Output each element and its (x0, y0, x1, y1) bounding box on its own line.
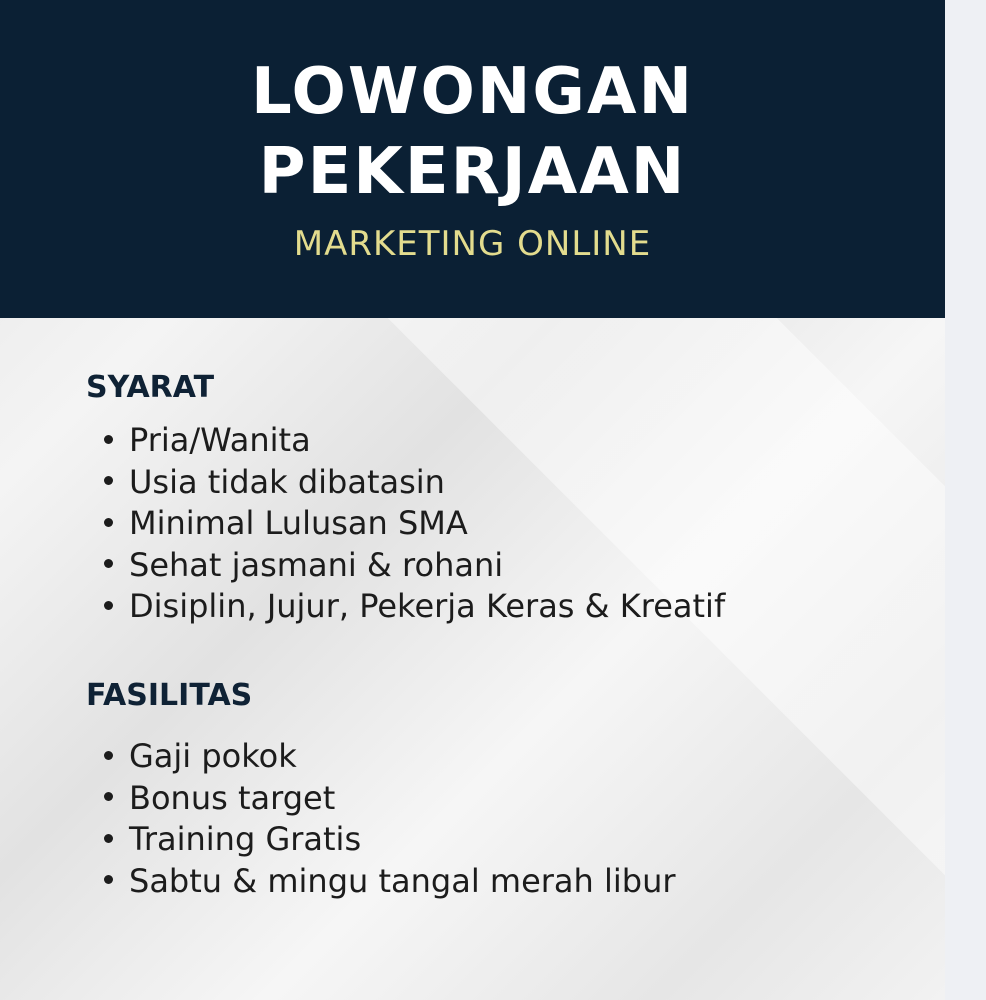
item-text: Sabtu & mingu tangal merah libur (129, 861, 676, 900)
bullet-icon (104, 792, 113, 801)
title-line-2: PEKERJAAN (258, 135, 687, 209)
poster-subtitle: MARKETING ONLINE (293, 224, 652, 264)
bullet-icon (104, 834, 113, 843)
bullet-icon (104, 751, 113, 760)
fasilitas-heading: FASILITAS (86, 678, 253, 713)
bullet-icon (104, 476, 113, 485)
list-item (104, 736, 676, 778)
poster-header (0, 0, 945, 318)
fasilitas-list (104, 736, 676, 902)
item-text: Disiplin, Jujur, Pekerja Keras & Kreatif (129, 587, 726, 625)
item-text: Bonus target (129, 778, 336, 817)
item-text: Pria/Wanita (129, 421, 311, 459)
bullet-icon (104, 518, 113, 527)
title-line-1: LOWONGAN (250, 55, 695, 129)
list-item (104, 503, 725, 545)
bullet-icon (104, 601, 113, 610)
item-text: Minimal Lulusan SMA (129, 504, 468, 542)
item-text: Sehat jasmani & rohani (129, 545, 504, 584)
list-item (104, 861, 676, 903)
poster-title (0, 52, 945, 212)
bullet-icon (104, 875, 113, 884)
syarat-list (104, 420, 725, 628)
item-text: Training Gratis (129, 820, 362, 858)
list-item (104, 420, 725, 462)
item-text: Usia tidak dibatasin (129, 462, 445, 501)
list-item (104, 819, 676, 861)
bullet-icon (104, 435, 113, 444)
list-item (104, 586, 725, 628)
list-item (104, 462, 725, 504)
item-text: Gaji pokok (129, 737, 297, 775)
list-item (104, 545, 725, 587)
list-item (104, 778, 676, 820)
bullet-icon (104, 559, 113, 568)
syarat-heading: SYARAT (86, 370, 215, 405)
